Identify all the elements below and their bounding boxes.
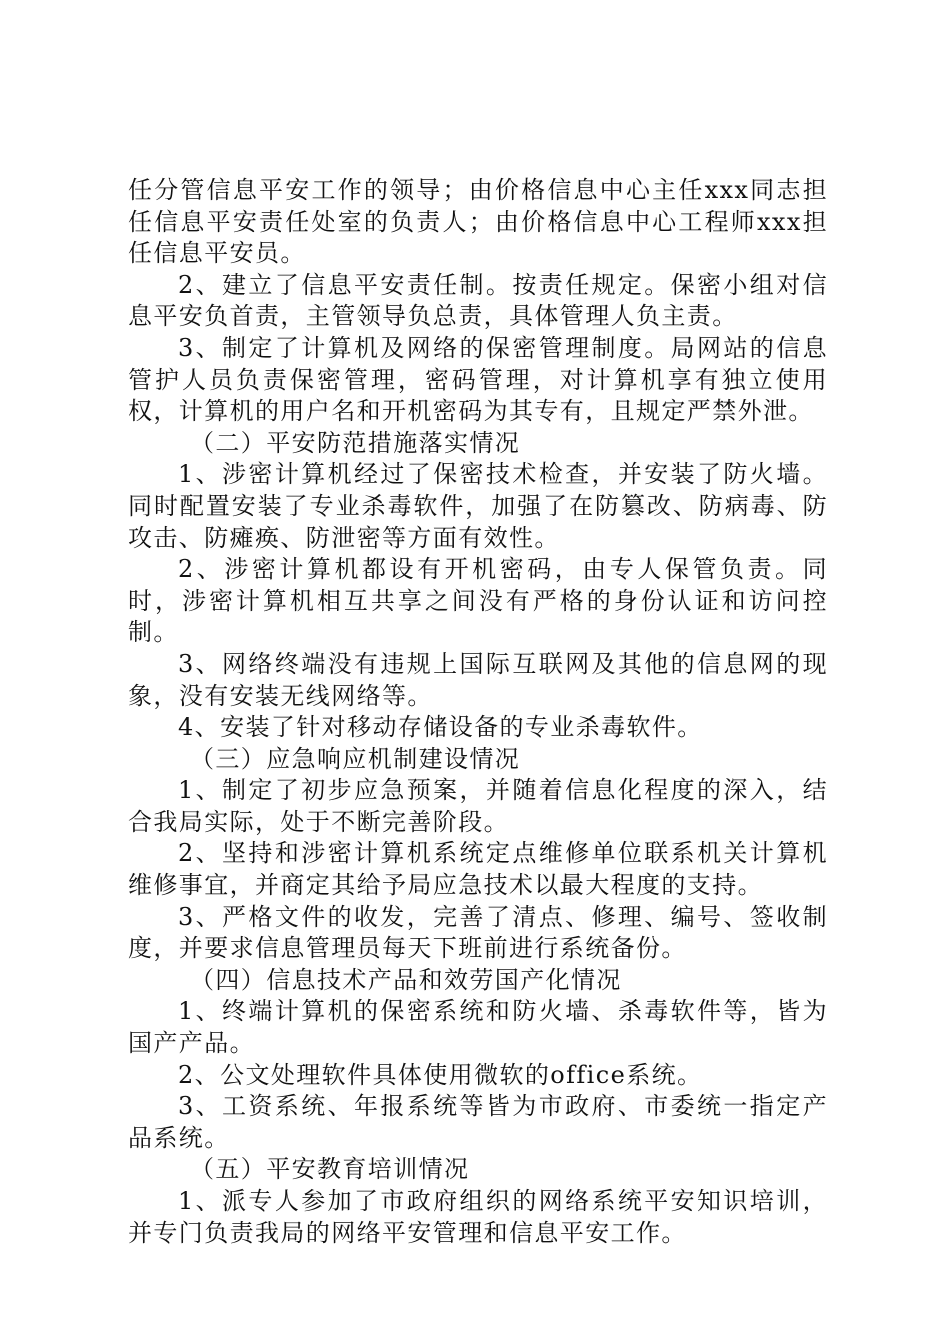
paragraph-antivirus: 4、安装了针对移动存储设备的专业杀毒软件。 — [178, 713, 703, 742]
paragraph-continuation: 任分管信息平安工作的领导；由价格信息中心主任xxx同志担任信息平安责任处室的负责人；由价格信息中心工程师xxx担任信息平安员。 — [128, 176, 828, 268]
section-heading-2: （二）平安防范措施落实情况 — [190, 428, 521, 457]
paragraph-office-software: 2、公文处理软件具体使用微软的office系统。 — [178, 1060, 703, 1089]
section-heading-5: （五）平安教育培训情况 — [190, 1155, 470, 1184]
paragraph-document-handling: 3、严格文件的收发，完善了清点、修理、编号、签收制度，并要求信息管理员每天下班前进行系统备份。 — [128, 902, 828, 963]
paragraph-designated-systems: 3、工资系统、年报系统等皆为市政府、市委统一指定产品系统。 — [128, 1092, 828, 1152]
paragraph-password: 2、涉密计算机都设有开机密码，由专人保管负责。同时，涉密计算机相互共享之间没有严格的身份认证和访问控制。 — [128, 555, 828, 647]
paragraph-network-terminal: 3、网络终端没有违规上国际互联网及其他的信息网的现象，没有安装无线网络等。 — [128, 649, 828, 710]
paragraph-firewall: 1、涉密计算机经过了保密技术检查，并安装了防火墙。同时配置安装了专业杀毒软件，加强了在防篡改、防病毒、防攻击、防瘫痪、防泄密等方面有效性。 — [128, 460, 828, 552]
paragraph-training: 1、派专人参加了市政府组织的网络系统平安知识培训，并专门负责我局的网络平安管理和信息平安工作。 — [128, 1187, 828, 1247]
paragraph-maintenance: 2、坚持和涉密计算机系统定点维修单位联系机关计算机维修事宜，并商定其给予局应急技术以最大程度的支持。 — [128, 839, 828, 900]
paragraph-emergency-plan: 1、制定了初步应急预案，并随着信息化程度的深入，结合我局实际，处于不断完善阶段。 — [128, 776, 828, 836]
section-heading-3: （三）应急响应机制建设情况 — [190, 744, 521, 773]
document-body — [128, 175, 828, 1249]
paragraph-secrecy-rules: 3、制定了计算机及网络的保密管理制度。局网站的信息管护人员负责保密管理，密码管理，对计算机享有独立使用权，计算机的用户名和开机密码为其专有，且规定严禁外泄。 — [128, 333, 828, 426]
paragraph-responsibility-system: 2、建立了信息平安责任制。按责任规定。保密小组对信息平安负首责，主管领导负总责，具体管理人负主责。 — [128, 270, 828, 331]
section-heading-4: （四）信息技术产品和效劳国产化情况 — [190, 965, 622, 994]
paragraph-domestic-products: 1、终端计算机的保密系统和防火墙、杀毒软件等，皆为国产产品。 — [128, 997, 828, 1058]
